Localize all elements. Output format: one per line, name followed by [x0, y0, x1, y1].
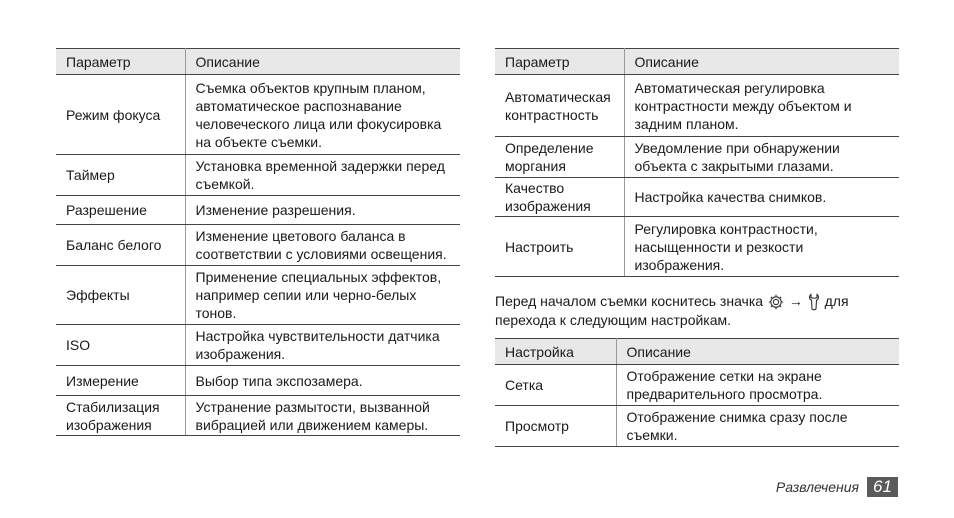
table-row: [56, 225, 460, 266]
param-cell: Автоматическая контрастность: [495, 75, 624, 137]
table-row: [56, 155, 460, 196]
desc-cell: Настройка чувствительности датчика изображения.: [185, 325, 460, 366]
table-row: [56, 325, 460, 366]
desc-cell: Регулировка контрастности, насыщенности и резкости изображения.: [624, 217, 899, 277]
param-cell: Режим фокуса: [56, 75, 185, 155]
table-row: [56, 75, 460, 155]
param-cell: Эффекты: [56, 266, 185, 325]
table-row: [495, 75, 899, 137]
right-settings-table: [495, 48, 899, 277]
table-row: [495, 137, 899, 178]
desc-cell: Настройка качества снимков.: [624, 178, 899, 217]
desc-cell: Установка временной задержки перед съемкой.: [185, 155, 460, 196]
param-cell: Стабилизация изображения: [56, 396, 185, 436]
desc-cell: Автоматическая регулировка контрастности между объектом и задним планом.: [624, 75, 899, 137]
desc-cell: Отображение снимка сразу после съемки.: [616, 406, 899, 447]
column-header-param: Параметр: [495, 49, 624, 75]
param-cell: Баланс белого: [56, 225, 185, 266]
param-cell: Просмотр: [495, 406, 616, 447]
left-settings-table: [56, 48, 460, 436]
section-title: Развлечения: [775, 479, 859, 495]
param-cell: ISO: [56, 325, 185, 366]
table-row: [56, 396, 460, 436]
desc-cell: Изменение разрешения.: [185, 196, 460, 225]
table-row: [56, 266, 460, 325]
table-row: [56, 196, 460, 225]
column-header-desc: Описание: [185, 49, 460, 75]
table-header-row: [495, 339, 899, 365]
column-header-desc: Описание: [616, 339, 899, 365]
param-cell: Измерение: [56, 366, 185, 396]
desc-cell: Уведомление при обнаружении объекта с закрытыми глазами.: [624, 137, 899, 178]
page-number: 61: [867, 477, 898, 497]
table-row: [495, 406, 899, 447]
page-footer: [776, 477, 898, 497]
param-cell: Разрешение: [56, 196, 185, 225]
table-row: [495, 217, 899, 277]
param-cell: Таймер: [56, 155, 185, 196]
desc-cell: Выбор типа экспозамера.: [185, 366, 460, 396]
param-cell: Качество изображения: [495, 178, 624, 217]
column-header-desc: Описание: [624, 49, 899, 75]
desc-cell: Отображение сетки на экране предварительного просмотра.: [616, 365, 899, 406]
desc-cell: Съемка объектов крупным планом, автоматическое распознавание человеческого лица или фокусировка на объекте съемки.: [185, 75, 460, 155]
wrench-icon: [807, 293, 821, 311]
param-cell: Сетка: [495, 365, 616, 406]
table-row: [495, 365, 899, 406]
table-row: [56, 366, 460, 396]
gear-icon: [767, 293, 785, 311]
table-header-row: [495, 49, 899, 75]
desc-cell: Устранение размытости, вызванной вибрацией или движением камеры.: [185, 396, 460, 436]
column-header-param: Параметр: [56, 49, 185, 75]
note-arrow: →: [788, 293, 803, 309]
table-header-row: [56, 49, 460, 75]
param-cell: Настроить: [495, 217, 624, 277]
instruction-note: [495, 292, 899, 329]
column-header-param: Настройка: [495, 339, 616, 365]
note-text-after: для перехода к следующим настройкам.: [495, 293, 849, 329]
bottom-settings-table: [495, 338, 899, 447]
desc-cell: Применение специальных эффектов, например сепии или черно-белых тонов.: [185, 266, 460, 325]
param-cell: Определение моргания: [495, 137, 624, 178]
desc-cell: Изменение цветового баланса в соответствии с условиями освещения.: [185, 225, 460, 266]
note-text-before: Перед началом съемки коснитесь значка: [495, 293, 764, 309]
table-row: [495, 178, 899, 217]
